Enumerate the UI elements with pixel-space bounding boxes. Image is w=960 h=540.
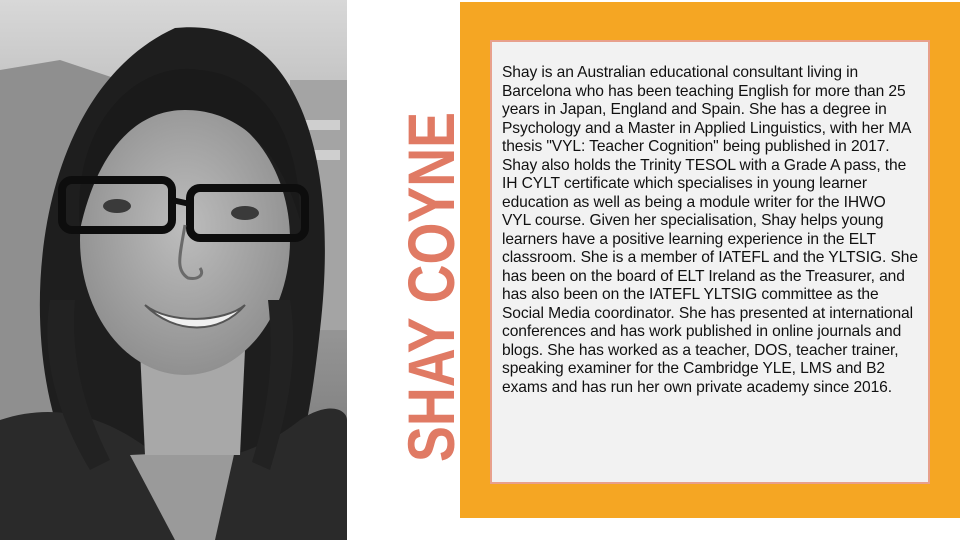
speaker-name [394, 32, 468, 462]
portrait-image [0, 0, 347, 540]
bio-box [490, 40, 930, 484]
speaker-name-text: SHAY COYNE [394, 32, 468, 462]
bio-text: Shay is an Australian educational consultant living in Barcelona who has been teaching English for more than 25 years in Japan, England and Spain. She has a degree in Psychology and a Master in Applied Linguistics, with her MA thesis "VYL: Teacher Cognition" being published in 2017. Shay also holds the Trinity TESOL with a Grade A pass, the IH CYLT certificate which specialises in young learner education as well as being a module writer for the IHWO VYL course. Given her specialisation, Shay helps young learners have a positive learning experience in the ELT classroom. She is a member of IATEFL and the YLTSIG. She has been on the board of ELT Ireland as the Treasurer, and has also been on the IATEFL YLTSIG committee as the Social Media coordinator. She has presented at international conferences and has work published in online journals and blogs. She has worked as a teacher, DOS, teacher trainer, speaking examiner for the Cambridge YLE, LMS and B2 exams and has run her own private academy since 2016. [502, 64, 918, 396]
portrait-photo [0, 0, 347, 540]
